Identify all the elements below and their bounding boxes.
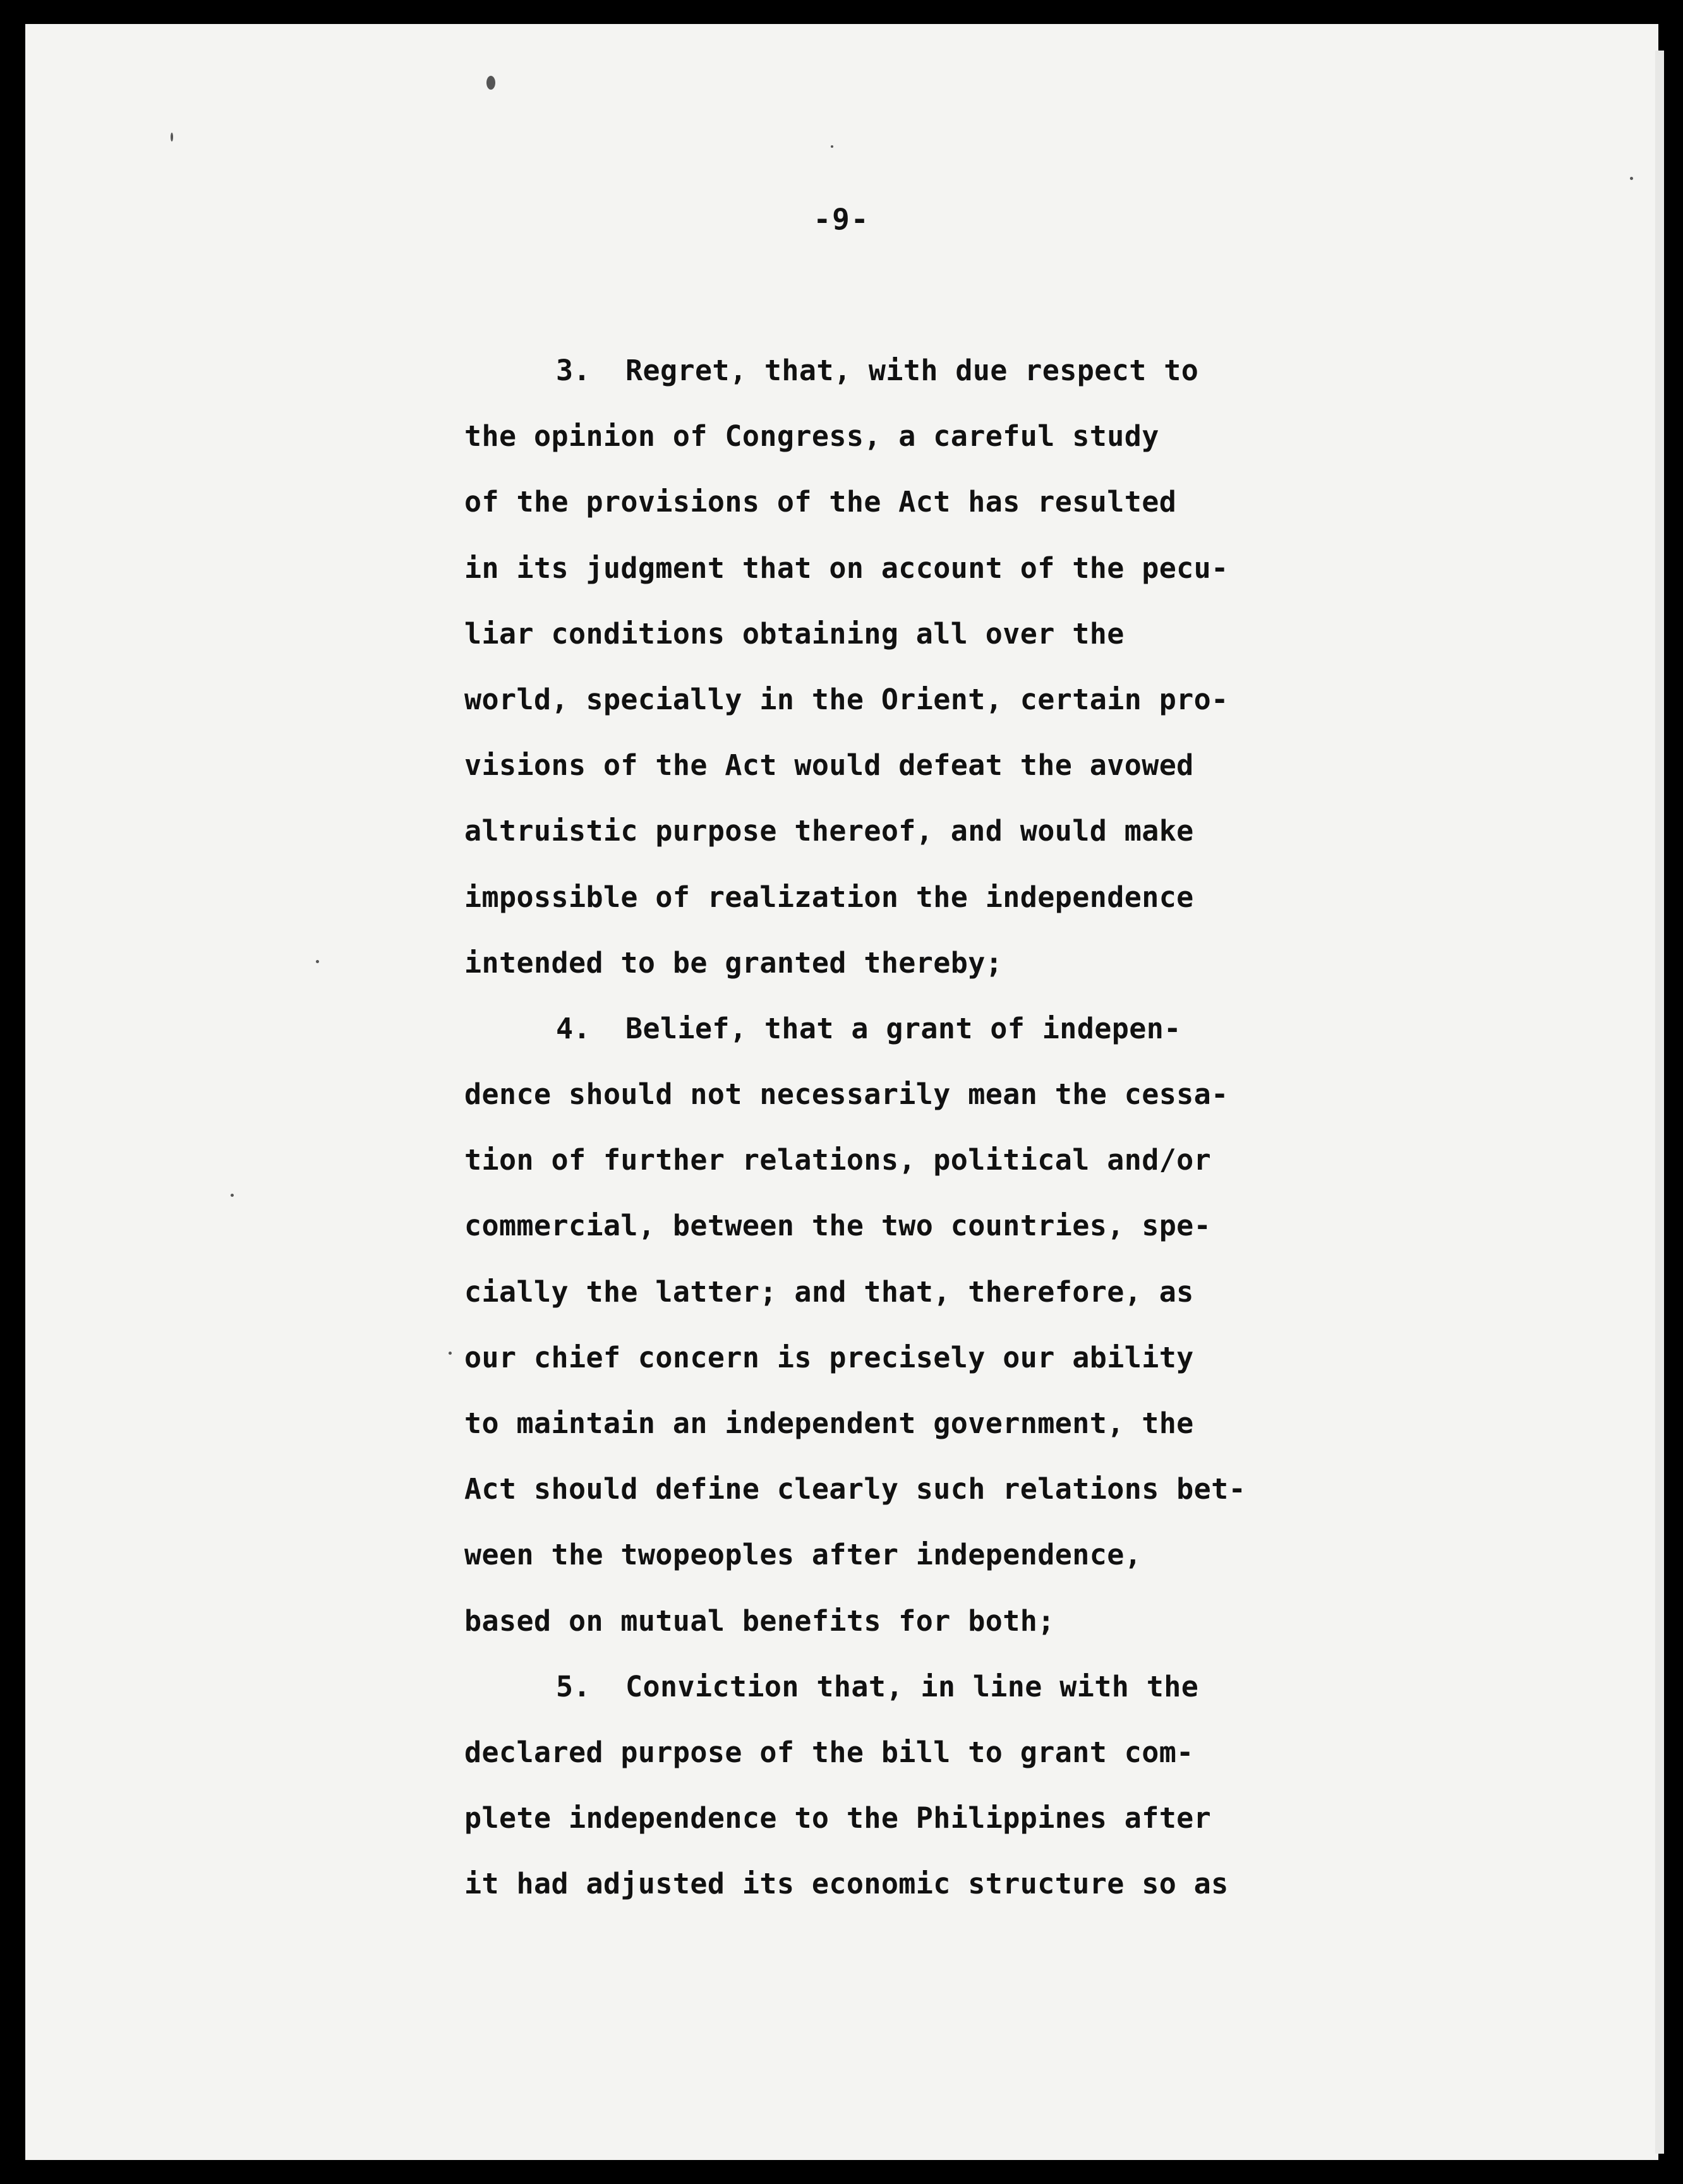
paragraph-4-line: commercial, between the two countries, spe- (464, 1209, 1212, 1243)
paragraph-3-line: 3. Regret, that, with due respect to (556, 354, 1199, 387)
document-body (464, 338, 1349, 1917)
scan-speck (449, 1352, 452, 1355)
paragraph-3-line: of the provisions of the Act has resulted (464, 485, 1177, 519)
paragraph-3-line: intended to be granted thereby; (464, 945, 1003, 980)
scan-speck (486, 76, 495, 90)
page-number: -9- (813, 202, 870, 236)
paragraph-5-line: declared purpose of the bill to grant com- (464, 1735, 1194, 1769)
scan-speck (171, 133, 173, 141)
paragraph-4-line: 4. Belief, that a grant of indepen- (556, 1011, 1181, 1045)
paragraph-4-line: tion of further relations, political and/or (464, 1143, 1212, 1177)
page-edge (1655, 51, 1664, 2154)
paragraph-3-line: altruistic purpose thereof, and would make (464, 814, 1194, 848)
scan-speck (831, 145, 833, 148)
paragraph-4-line: cially the latter; and that, therefore, as (464, 1275, 1194, 1309)
paragraph-4-line: dence should not necessarily mean the cessa- (464, 1077, 1229, 1112)
paragraph-5-line: it had adjusted its economic structure so as (464, 1867, 1229, 1901)
paragraph-4-line: based on mutual benefits for both; (464, 1604, 1055, 1638)
paragraph-4-line: our chief concern is precisely our ability (464, 1340, 1194, 1374)
paragraph-3-line: impossible of realization the independence (464, 880, 1194, 914)
paragraph-3-line: in its judgment that on account of the pecu- (464, 551, 1229, 585)
scan-speck (316, 960, 319, 963)
paragraph-3-line: visions of the Act would defeat the avowed (464, 748, 1194, 783)
paragraph-4-line: Act should define clearly such relations bet- (464, 1472, 1246, 1506)
paragraph-4-line: ween the twopeoples after independence, (464, 1538, 1142, 1572)
paragraph-3-line: world, specially in the Orient, certain pro- (464, 682, 1229, 716)
scan-speck (1630, 177, 1633, 180)
paragraph-4-line: to maintain an independent government, the (464, 1407, 1194, 1440)
scan-speck (231, 1194, 234, 1197)
paragraph-5-line: plete independence to the Philippines after (464, 1801, 1212, 1835)
paragraph-3-line: liar conditions obtaining all over the (464, 616, 1125, 651)
paragraph-3-line: the opinion of Congress, a careful study (464, 419, 1159, 453)
paragraph-5-line: 5. Conviction that, in line with the (556, 1669, 1199, 1703)
